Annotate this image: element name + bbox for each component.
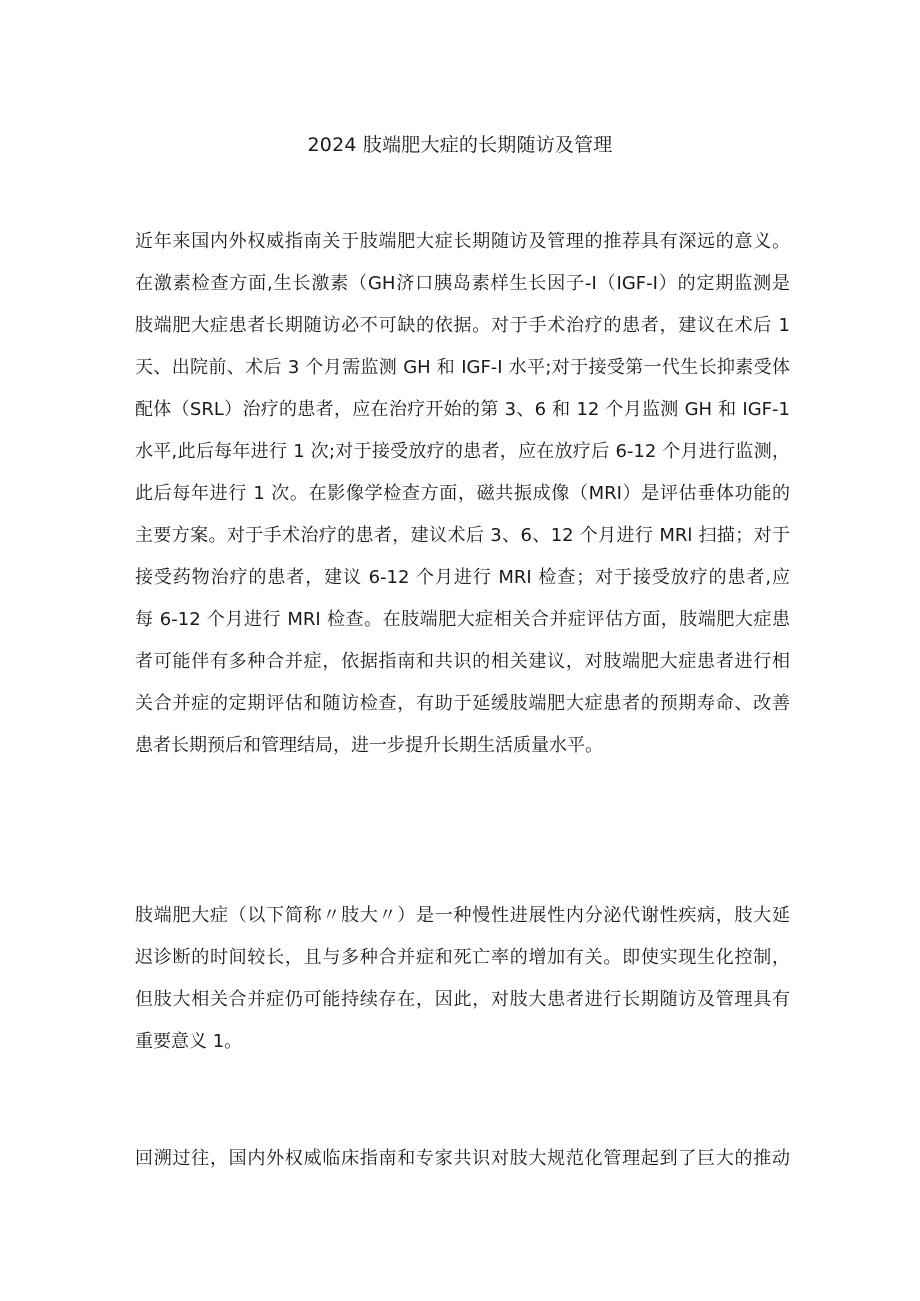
paragraph-2: [135, 895, 790, 1063]
paragraph-line: 患者长期预后和管理结局，进一步提升长期生活质量水平。: [135, 735, 603, 756]
paragraph-line: 水平,此后每年进行 1 次;对于接受放疗的患者，应在放疗后 6-12 个月进行监测，: [135, 441, 790, 462]
document-title: 2024 肢端肥大症的长期随访及管理: [307, 134, 613, 156]
paragraph-1: [135, 221, 790, 767]
paragraph-line: 在激素检查方面,生长激素（GH济口胰岛素样生长因子-I（IGF-I）的定期监测是: [135, 273, 790, 294]
paragraph-line: 回溯过往，国内外权威临床指南和专家共识对肢大规范化管理起到了巨大的推动: [135, 1148, 790, 1169]
paragraph-line: 天、出院前、术后 3 个月需监测 GH 和 IGF-I 水平;对于接受第一代生长抑素受体: [135, 357, 790, 378]
paragraph-line: 近年来国内外权威指南关于肢端肥大症长期随访及管理的推荐具有深远的意义。: [135, 231, 790, 252]
paragraph-line: 肢端肥大症（以下简称〃肢大〃）是一种慢性进展性内分泌代谢性疾病，肢大延: [135, 905, 790, 926]
paragraph-line: 接受药物治疗的患者，建议 6-12 个月进行 MRI 检查；对于接受放疗的患者,应: [135, 567, 790, 588]
paragraph-line: 每 6-12 个月进行 MRI 检查。在肢端肥大症相关合并症评估方面，肢端肥大症患: [135, 609, 790, 630]
paragraph-line: 迟诊断的时间较长，且与多种合并症和死亡率的增加有关。即使实现生化控制，: [135, 947, 790, 968]
paragraph-line: 重要意义 1。: [135, 1031, 243, 1052]
paragraph-line: 者可能伴有多种合并症，依据指南和共识的相关建议，对肢端肥大症患者进行相: [135, 651, 790, 672]
paragraph-line: 但肢大相关合并症仍可能持续存在，因此，对肢大患者进行长期随访及管理具有: [135, 989, 790, 1010]
paragraph-3: [135, 1138, 790, 1180]
paragraph-line: 主要方案。对于手术治疗的患者，建议术后 3、6、12 个月进行 MRl 扫描；对于: [135, 525, 790, 546]
paragraph-line: 此后每年进行 1 次。在影像学检查方面，磁共振成像（MRI）是评估垂体功能的: [135, 483, 790, 504]
paragraph-line: 配体（SRL）治疗的患者，应在治疗开始的第 3、6 和 12 个月监测 GH 和 IGF-1: [135, 399, 790, 420]
paragraph-line: 关合并症的定期评估和随访检查，有助于延缓肢端肥大症患者的预期寿命、改善: [135, 693, 790, 714]
paragraph-line: 肢端肥大症患者长期随访必不可缺的依据。对于手术治疗的患者，建议在术后 1: [135, 315, 790, 336]
